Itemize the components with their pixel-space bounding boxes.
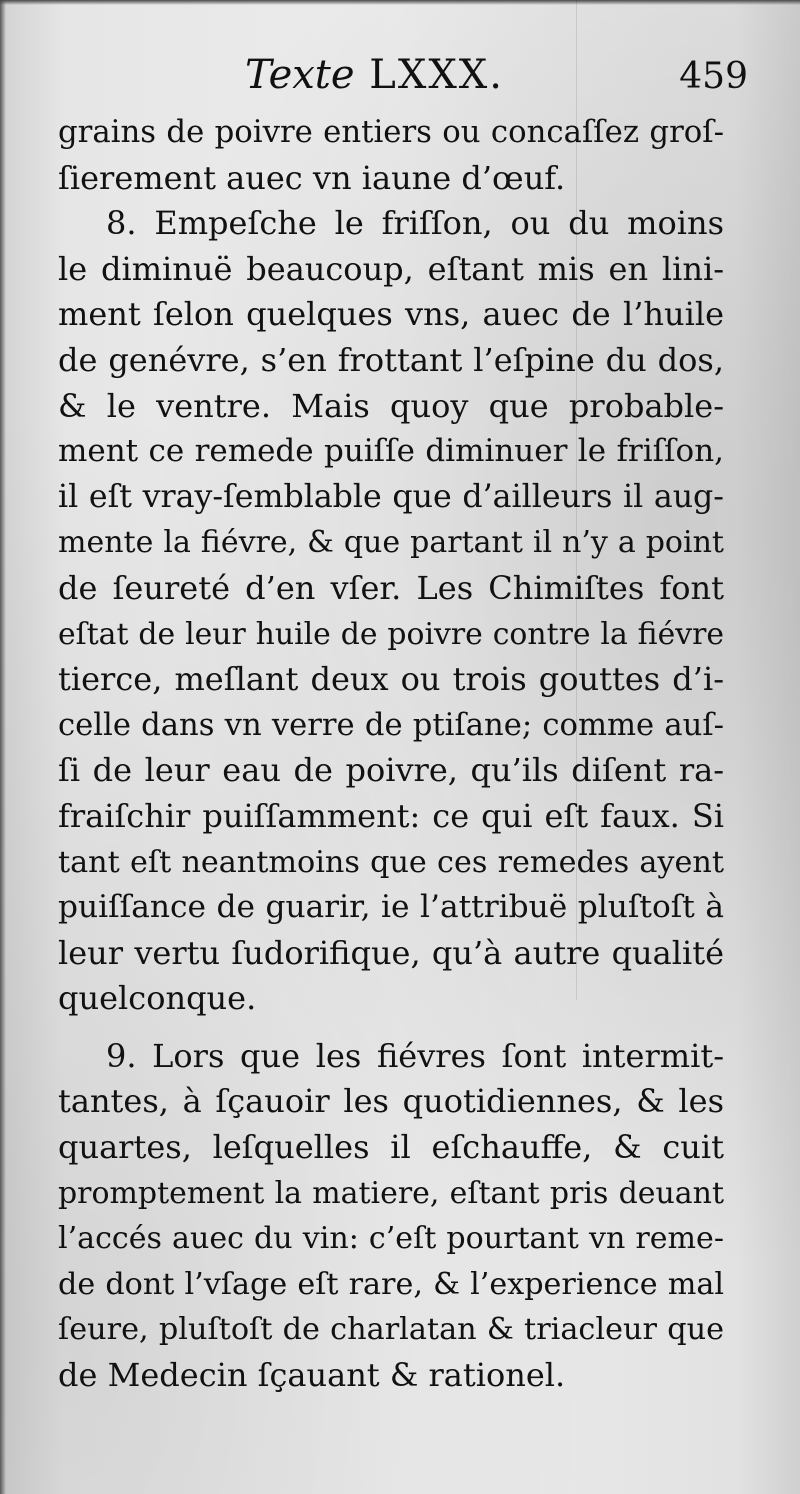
running-head-prefix: Texte	[245, 52, 355, 98]
text-line: l’accés auec du vin: c’eſt pourtant vn reme-	[58, 1221, 724, 1257]
text-line: 9. Lors que les fiévres ſont intermit-	[106, 1036, 724, 1075]
text-line: de genévre, s’en frottant l’eſpine du dos,	[58, 340, 724, 379]
page-edge-shadow	[0, 0, 6, 1494]
text-line: & le ventre. Mais quoy que probable-	[58, 386, 724, 425]
text-line: ſi de leur eau de poivre, qu’ils diſent ra-	[58, 751, 724, 790]
text-line: puiſſance de guarir, ie l’attribuë pluſtoſt à	[58, 889, 724, 926]
text-line: quartes, leſquelles il eſchauffe, & cuit	[58, 1128, 724, 1167]
text-line: eſtat de leur huile de poivre contre la fiévre	[58, 616, 724, 652]
text-line: ſierement auec vn iaune d’œuf.	[58, 158, 566, 197]
text-line: de Medecin ſçauant & rationel.	[58, 1356, 566, 1395]
text-line: promptement la matiere, eſtant pris deuant	[58, 1175, 724, 1211]
text-line: fraiſchir puiſſamment: ce qui eſt faux. Si	[58, 796, 724, 835]
text-line: quelconque.	[58, 979, 257, 1018]
running-head-numeral: LXXX.	[369, 52, 504, 98]
paragraph-continuation	[58, 110, 724, 201]
text-line: ment ce remede puiſſe diminuer le friſſon,	[58, 433, 724, 470]
text-line: tantes, à ſçauoir les quotidiennes, & les	[58, 1082, 724, 1121]
text-line: ſeure, pluſtoſt de charlatan & triacleur que	[58, 1312, 724, 1348]
page-number: 459	[679, 56, 748, 97]
running-head	[60, 52, 748, 102]
text-line: leur vertu ſudorifique, qu’à autre qualité	[58, 933, 724, 972]
text-line: il eſt vray-ſemblable que d’ailleurs il aug-	[58, 478, 724, 515]
text-line: de dont l’vſage eſt rare, & l’experience mal	[58, 1266, 724, 1302]
paragraph-item-8	[58, 201, 724, 1022]
page-top-shadow	[0, 0, 800, 5]
body-text	[58, 110, 724, 1399]
text-line: tierce, meſlant deux ou trois gouttes d’i-	[58, 660, 724, 699]
text-line: mente la fiévre, & que partant il n’y a point	[58, 525, 724, 561]
text-line: de ſeureté d’en vſer. Les Chimiſtes font	[58, 568, 724, 607]
text-line: celle dans vn verre de ptiſane; comme auſ-	[58, 707, 724, 743]
running-head-title	[245, 52, 504, 98]
text-line: 8. Empeſche le friſſon, ou du moins	[106, 204, 724, 243]
paragraph-gap	[58, 1022, 724, 1034]
paragraph-item-9	[58, 1034, 724, 1399]
text-line: grains de poivre entiers ou concaſſez groſ-	[58, 114, 724, 150]
text-line: le diminuë beaucoup, eſtant mis en lini-	[58, 249, 724, 288]
text-line: ment ſelon quelques vns, auec de l’huile	[58, 295, 724, 334]
text-line: tant eſt neantmoins que ces remedes ayent	[58, 844, 724, 880]
